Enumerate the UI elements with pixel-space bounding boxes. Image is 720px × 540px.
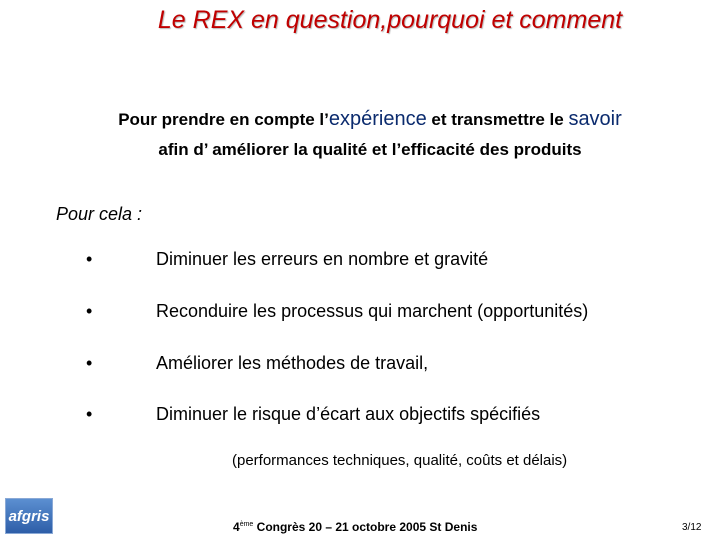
sub-note: (performances techniques, qualité, coûts et délais) xyxy=(232,452,568,469)
page-number: 3/12 xyxy=(682,522,702,533)
afgris-logo: afgris xyxy=(5,498,53,534)
congress-number: 4 xyxy=(233,520,240,534)
pour-cela-heading: Pour cela : xyxy=(56,204,143,224)
intro-word-experience: expérience xyxy=(328,108,427,130)
bullet-dot: • xyxy=(86,353,93,373)
intro-text xyxy=(0,104,720,165)
bullet-text: Reconduire les processus qui marchent (opportunités) xyxy=(156,301,589,321)
bullet-dot: • xyxy=(86,249,93,269)
bullet-dot: • xyxy=(86,301,93,321)
intro-word-savoir: savoir xyxy=(568,108,622,130)
bullet-text: Améliorer les méthodes de travail, xyxy=(156,353,429,373)
intro-line-2: afin d’ améliorer la qualité et l’efficacité des produits xyxy=(158,140,582,159)
footer-congress xyxy=(233,520,477,534)
bullet-text: Diminuer les erreurs en nombre et gravité xyxy=(156,249,489,269)
intro-part-2: et transmettre le xyxy=(426,110,569,129)
bullet-text: Diminuer le risque d’écart aux objectifs spécifiés xyxy=(156,404,541,424)
intro-part-1: Pour prendre en compte l’ xyxy=(118,110,329,129)
slide-title: Le REX en question,pourquoi et comment xyxy=(157,6,623,34)
intro-line-1 xyxy=(0,104,720,135)
congress-superscript: ème xyxy=(239,521,254,528)
congress-text: Congrès 20 – 21 octobre 2005 St Denis xyxy=(253,520,478,534)
bullet-dot: • xyxy=(86,404,93,424)
